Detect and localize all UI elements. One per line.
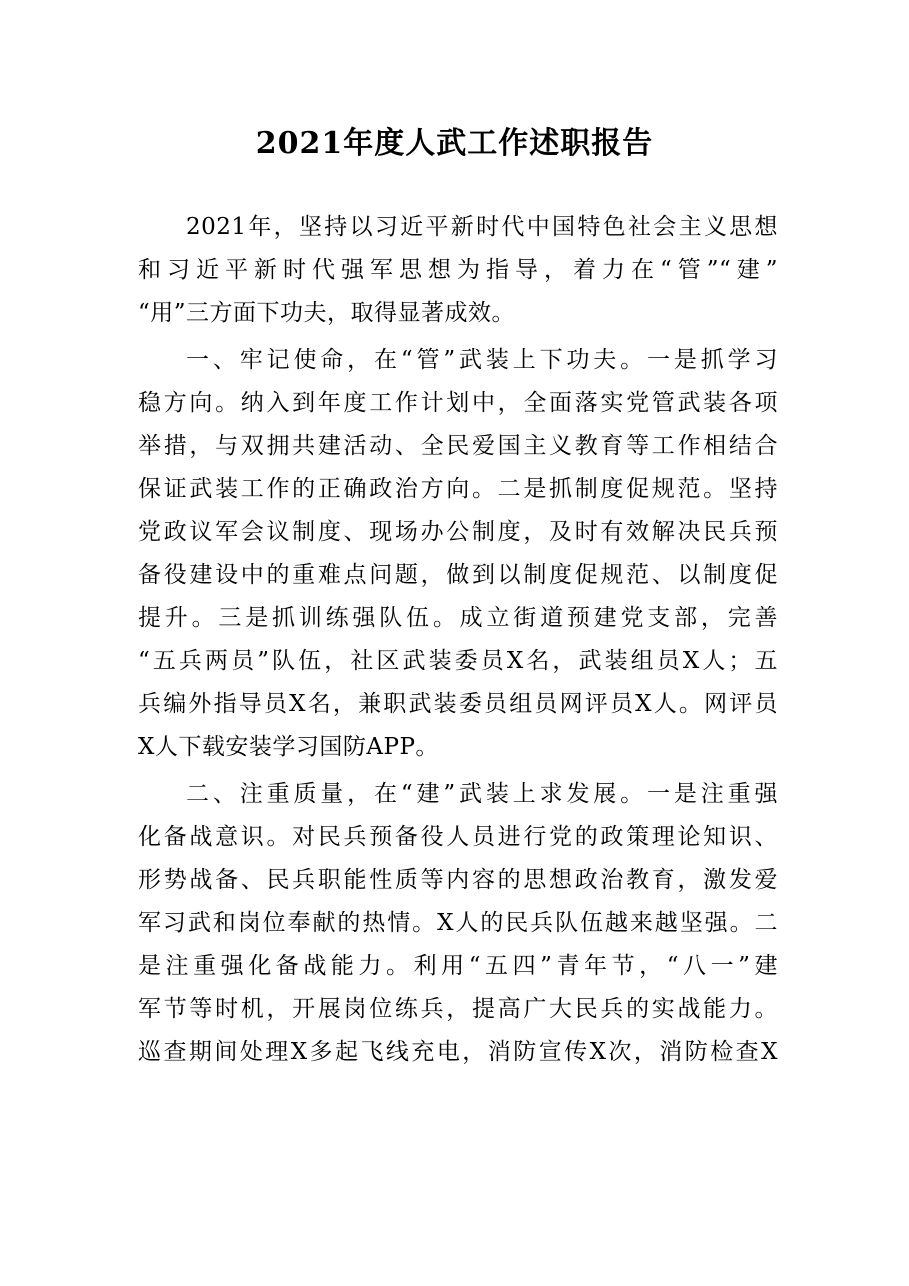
text-line: 2021年，坚持以习近平新时代中国特色社会主义思想 <box>186 214 778 240</box>
text-line: 保证武装工作的正确政治方向。二是抓制度促规范。坚持 <box>138 476 778 502</box>
paragraph-section-two <box>138 773 778 1074</box>
text-line: 举措，与双拥共建活动、全民爱国主义教育等工作相结合 <box>138 433 778 459</box>
paragraph-intro <box>138 206 778 335</box>
text-line: 军节等时机，开展岗位练兵，提高广大民兵的实战能力。 <box>138 996 778 1022</box>
text-line: 是注重强化备战能力。利用“五四”青年节，“八一”建 <box>138 953 778 979</box>
text-line: 备役建设中的重难点问题，做到以制度促规范、以制度促 <box>138 562 778 588</box>
document-title: 2021年度人武工作述职报告 <box>255 126 654 161</box>
text-line: “用”三方面下功夫，取得显著成效。 <box>138 300 516 326</box>
text-line: 形势战备、民兵职能性质等内容的思想政治教育，激发爱 <box>138 867 778 893</box>
text-line: 和习近平新时代强军思想为指导，着力在“管”“建” <box>138 257 778 283</box>
text-line: 化备战意识。对民兵预备役人员进行党的政策理论知识、 <box>138 824 778 850</box>
text-line: 提升。三是抓训练强队伍。成立街道预建党支部，完善 <box>138 605 778 631</box>
paragraph-section-one <box>138 339 778 769</box>
text-line: 党政议军会议制度、现场办公制度，及时有效解决民兵预 <box>138 519 778 545</box>
text-line: 稳方向。纳入到年度工作计划中，全面落实党管武装各项 <box>138 390 778 416</box>
document-body <box>138 206 778 1078</box>
text-line: 巡查期间处理X多起飞线充电，消防宣传X次，消防检查X <box>138 1039 778 1065</box>
text-line: “五兵两员”队伍，社区武装委员X名，武装组员X人；五 <box>138 648 778 674</box>
text-line: 一、牢记使命，在“管”武装上下功夫。一是抓学习 <box>186 347 778 373</box>
text-line: 二、注重质量，在“建”武装上求发展。一是注重强 <box>186 781 778 807</box>
text-line: 兵编外指导员X名，兼职武装委员组员网评员X人。网评员 <box>138 691 778 717</box>
text-line: X人下载安装学习国防APP。 <box>138 734 439 760</box>
text-line: 军习武和岗位奉献的热情。X人的民兵队伍越来越坚强。二 <box>138 910 778 936</box>
